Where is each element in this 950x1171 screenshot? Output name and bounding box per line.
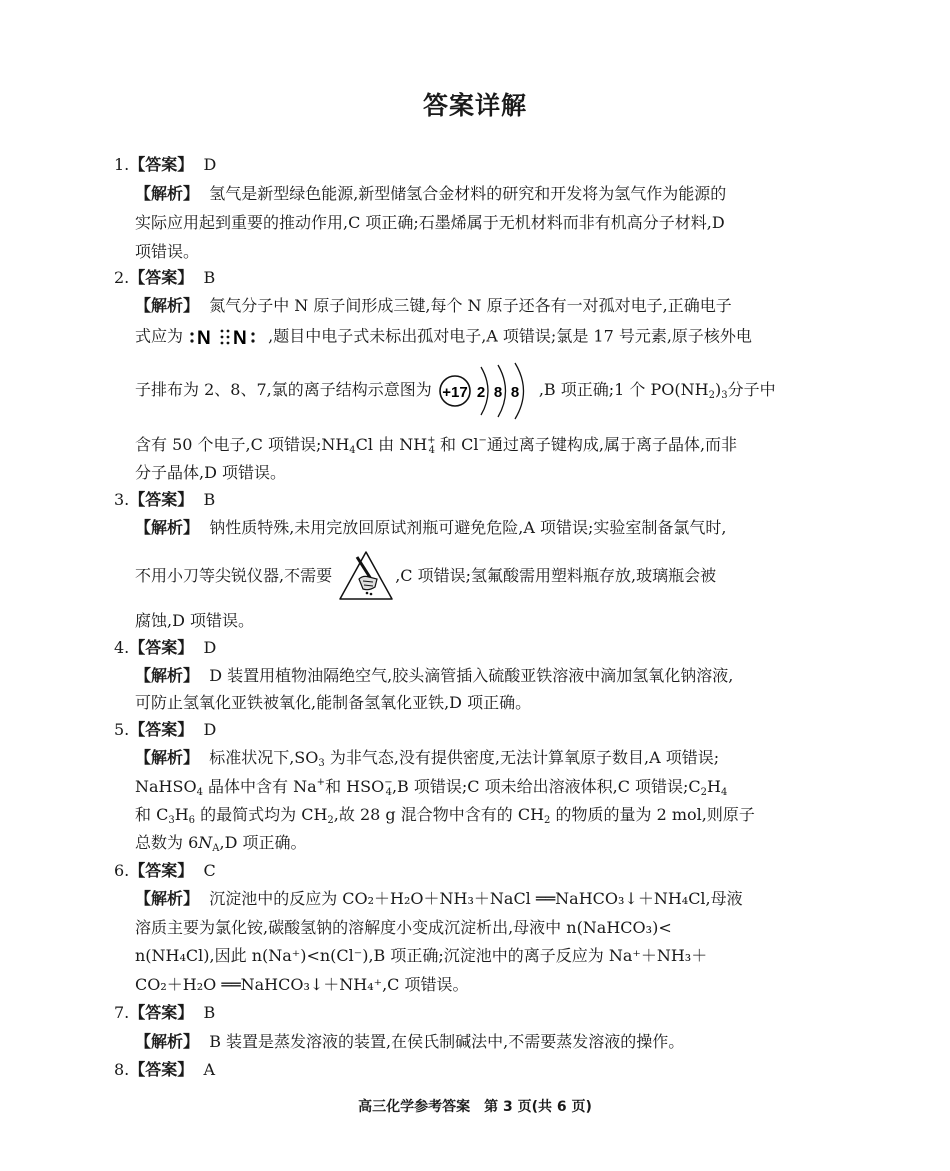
subscript: 6 [188, 815, 196, 826]
superscript: − [478, 435, 487, 446]
lewis-atom-2: N [233, 328, 247, 348]
q2-text: ,题目中电子式未标出孤对电子,A 项错误;氯是 17 号元素,原子核外电 [268, 326, 752, 346]
q2-analysis-line1 [135, 296, 732, 316]
q1-answer-line [114, 155, 216, 175]
subscript: 2 [327, 815, 334, 826]
q2-text: 子排布为 2、8、7,氯的离子结构示意图为 [135, 380, 432, 399]
q6-analysis-line3: n(NH₄Cl),因此 n(Na⁺)<n(Cl⁻),B 项正确;沉淀池中的离子反应为 Na⁺＋NH₃＋ [135, 946, 708, 965]
q1-analysis-line3: 项错误。 [135, 242, 200, 261]
q3-analysis-line1 [135, 518, 726, 538]
q3-number: 3. [114, 490, 130, 509]
subscript: A [212, 843, 220, 854]
q5-text: 的最简式均为 CH [195, 805, 328, 824]
q1-text: 氢气是新型绿色能源,新型储氢合金材料的研究和开发将为氢气作为能源的 [209, 184, 727, 203]
ion-shell-1: 2 [476, 383, 485, 401]
subscript: 4 [720, 787, 728, 798]
q3-text: ,C 项错误;氢氟酸需用塑料瓶存放,玻璃瓶会被 [395, 566, 717, 585]
q5-analysis-line1 [135, 748, 719, 768]
answer-tag: 【答案】 [129, 638, 194, 657]
q2-text: ) [714, 380, 722, 399]
q1-analysis-line1 [135, 184, 726, 204]
q2-text: ,B 项正确;1 个 PO(NH [538, 380, 709, 399]
q2-text: 式应为 [135, 326, 184, 346]
avogadro-symbol: N [198, 833, 213, 852]
q6-analysis-line4: CO₂＋H₂O ══NaHCO₃↓＋NH₄⁺,C 项错误。 [135, 975, 469, 994]
q3-analysis-line2 [135, 566, 716, 587]
analysis-tag: 【解析】 [135, 666, 200, 685]
q2-text: 和 Cl [434, 435, 479, 454]
q5-text: ,D 项正确。 [219, 833, 307, 852]
q5-text: ,故 28 g 混合物中含有的 CH [333, 805, 545, 824]
chloride-ion-structure-diagram [437, 361, 539, 421]
q1-analysis-line2: 实际应用起到重要的推动作用,C 项正确;石墨烯属于无机材料而非有机高分子材料,D [135, 213, 725, 232]
q2-analysis-line2 [135, 326, 752, 348]
q8-number: 8. [114, 1060, 130, 1079]
q8-answer-line [114, 1060, 215, 1080]
q7-number: 7. [114, 1003, 130, 1022]
q5-text: 为非气态,没有提供密度,无法计算氧原子数目,A 项错误; [324, 748, 720, 767]
q5-text: 标准状况下,SO [209, 748, 319, 767]
answer-tag: 【答案】 [129, 720, 194, 739]
q4-text: D 装置用植物油隔绝空气,胶头滴管插入硫酸亚铁溶液中滴加氢氧化钠溶液, [209, 666, 734, 685]
q7-answer-line [114, 1003, 215, 1023]
page-title: 答案详解 [422, 91, 527, 120]
q2-analysis-line5: 分子晶体,D 项错误。 [135, 463, 287, 482]
q5-text: 的物质的量为 2 mol,则原子 [550, 805, 755, 824]
subscript: 2 [700, 787, 708, 798]
q5-text: 和 HSO [325, 777, 385, 796]
analysis-tag: 【解析】 [135, 889, 200, 908]
q5-answer: D [203, 720, 217, 739]
q5-answer-line [114, 720, 216, 740]
page-footer: 高三化学参考答案 第 3 页(共 6 页) [358, 1099, 592, 1115]
subscript: 3 [168, 815, 175, 826]
superscript: + [427, 435, 436, 446]
answer-tag: 【答案】 [129, 155, 194, 174]
subscript: 2 [708, 390, 715, 401]
q6-answer: C [203, 861, 216, 880]
q6-analysis-line1 [135, 889, 743, 909]
q2-answer: B [203, 268, 216, 287]
q5-text: 总数为 6 [135, 833, 199, 852]
q6-number: 6. [114, 861, 130, 880]
q5-analysis-line3 [135, 805, 755, 825]
subscript: 4 [196, 787, 203, 798]
subscript: 3 [318, 758, 325, 769]
q2-analysis-line3 [135, 380, 776, 401]
q3-answer-line [114, 490, 215, 510]
q2-answer-line [114, 268, 215, 288]
q3-answer: B [203, 490, 216, 509]
q5-text: NaHSO [135, 777, 197, 796]
q5-text: H [707, 777, 721, 796]
answer-tag: 【答案】 [129, 490, 194, 509]
q6-text: 沉淀池中的反应为 CO₂＋H₂O＋NH₃＋NaCl ══NaHCO₃↓＋NH₄Cl,母液 [209, 889, 743, 908]
q6-answer-line [114, 861, 216, 881]
lewis-atom-1: N [197, 328, 211, 348]
q2-number: 2. [114, 268, 130, 287]
q6-analysis-line2: 溶质主要为氯化铵,碳酸氢钠的溶解度小变成沉淀析出,母液中 n(NaHCO₃)< [135, 918, 672, 937]
analysis-tag: 【解析】 [135, 1032, 200, 1051]
q2-text: 分子中 [727, 380, 776, 399]
q1-answer: D [203, 155, 217, 174]
answer-tag: 【答案】 [129, 1003, 194, 1022]
q3-text: 钠性质特殊,未用完放回原试剂瓶可避免危险,A 项错误;实验室制备氯气时, [209, 518, 727, 537]
q3-text: 不用小刀等尖锐仪器,不需要 [135, 566, 333, 585]
subscript: 4 [428, 445, 435, 456]
analysis-tag: 【解析】 [135, 748, 200, 767]
answer-tag: 【答案】 [129, 268, 194, 287]
q5-analysis-line4 [135, 833, 307, 853]
ion-shell-2: 8 [493, 383, 502, 401]
q4-number: 4. [114, 638, 130, 657]
q2-text: 氮气分子中 N 原子间形成三键,每个 N 原子还各有一对孤对电子,正确电子 [209, 296, 732, 315]
nitrogen-lewis-structure [188, 326, 268, 348]
ion-shell-3: 8 [510, 383, 519, 401]
q7-text: B 装置是蒸发溶液的装置,在侯氏制碱法中,不需要蒸发溶液的操作。 [209, 1032, 685, 1051]
subscript: 3 [721, 390, 728, 401]
q4-answer: D [203, 638, 217, 657]
answer-tag: 【答案】 [129, 1060, 194, 1079]
q5-analysis-line2 [135, 777, 727, 797]
q5-number: 5. [114, 720, 130, 739]
q7-analysis-line1 [135, 1032, 684, 1052]
q5-text: H [174, 805, 189, 824]
q5-text: 和 C [135, 805, 169, 824]
q4-analysis-line1 [135, 666, 733, 686]
q1-number: 1. [114, 155, 130, 174]
q2-analysis-line4 [135, 435, 737, 455]
subscript: 4 [385, 787, 392, 798]
answer-tag: 【答案】 [129, 861, 194, 880]
q4-analysis-line2: 可防止氢氧化亚铁被氧化,能制备氢氧化亚铁,D 项正确。 [135, 693, 532, 712]
subscript: 4 [349, 445, 356, 456]
q4-answer-line [114, 638, 216, 658]
q2-text: 通过离子键构成,属于离子晶体,而非 [486, 435, 738, 454]
subscript: 2 [544, 815, 551, 826]
superscript: + [316, 777, 326, 788]
analysis-tag: 【解析】 [135, 184, 200, 203]
superscript: − [384, 777, 393, 788]
q2-text: 含有 50 个电子,C 项错误;NH [135, 435, 350, 454]
ion-nucleus: +17 [442, 383, 468, 401]
q8-answer: A [203, 1060, 216, 1079]
q3-analysis-line3: 腐蚀,D 项错误。 [135, 611, 255, 630]
analysis-tag: 【解析】 [135, 518, 200, 537]
q7-answer: B [203, 1003, 216, 1022]
q5-text: 晶体中含有 Na [202, 777, 317, 796]
sharp-object-warning-icon [337, 549, 395, 603]
analysis-tag: 【解析】 [135, 296, 200, 315]
q5-text: ,B 项错误;C 项未给出溶液体积,C 项错误;C [391, 777, 701, 796]
q2-text: Cl 由 NH [355, 435, 428, 454]
